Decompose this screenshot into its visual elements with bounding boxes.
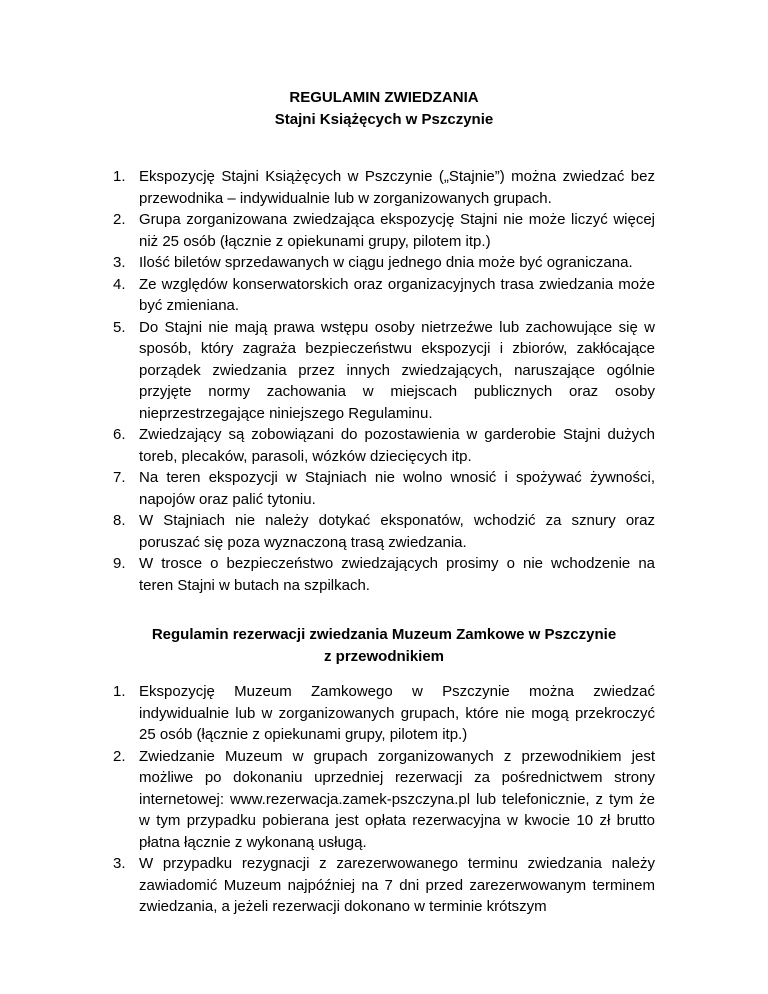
list-item: 4. Ze względów konserwatorskich oraz organizacyjnych trasa zwiedzania może być zmieniana. (113, 274, 655, 317)
section1-subtitle: Stajni Książęcych w Pszczynie (274, 111, 494, 128)
list-item: 5. Do Stajni nie mają prawa wstępu osoby nietrzeźwe lub zachowujące się w sposób, który zagraża bezpieczeństwu ekspozycji i zbiorów, zakłócające porządek zwiedzania przez innych zwiedzających, naruszające ogólnie przyjęte normy zachowania w miejscach publicznych oraz osoby nieprzestrzegające niniejszego Regulaminu. (113, 317, 655, 425)
list-item: 6. Zwiedzający są zobowiązani do pozostawienia w garderobie Stajni dużych toreb, plecaków, parasoli, wózków dziecięcych itp. (113, 424, 655, 467)
list-item-text: Grupa zorganizowana zwiedzająca ekspozycję Stajni nie może liczyć więcej niż 25 osób (łącznie z opiekunami grupy, pilotem itp.) (139, 211, 655, 250)
list-item-text: Ilość biletów sprzedawanych w ciągu jednego dnia może być ograniczana. (139, 254, 633, 271)
list-item-text: W przypadku rezygnacji z zarezerwowanego terminu zwiedzania należy zawiadomić Muzeum najpóźniej na 7 dni przed zarezerwowanym terminem zwiedzania, a jeżeli rezerwacji dokonano w terminie krótszym (139, 855, 655, 915)
list-item: 2. Zwiedzanie Muzeum w grupach zorganizowanych z przewodnikiem jest możliwe po dokonaniu uprzedniej rezerwacji za pośrednictwem strony internetowej: www.rezerwacja.zamek-pszczyna.pl lub telefonicznie, z tym że w tym przypadku pobierana jest opłata rezerwacyjna w kwocie 10 zł brutto płatna łącznie z wykonaną usługą. (113, 746, 655, 854)
section2-subtitle: z przewodnikiem (323, 648, 445, 665)
list-item: 9. W trosce o bezpieczeństwo zwiedzających prosimy o nie wchodzenie na teren Stajni w butach na szpilkach. (113, 553, 655, 596)
section2-title: Regulamin rezerwacji zwiedzania Muzeum Zamkowe w Pszczynie (151, 626, 617, 643)
list-item-text: Ekspozycję Muzeum Zamkowego w Pszczynie można zwiedzać indywidualnie lub w zorganizowanych grupach, które nie mogą przekroczyć 25 osób (łącznie z opiekunami grupy, pilotem itp.) (139, 683, 655, 743)
list-item-text: Zwiedzający są zobowiązani do pozostawienia w garderobie Stajni dużych toreb, plecaków, parasoli, wózków dziecięcych itp. (139, 426, 655, 465)
section1-list (113, 166, 655, 596)
list-item-text: W Stajniach nie należy dotykać eksponatów, wchodzić za sznury oraz poruszać się poza wyznaczoną trasą zwiedzania. (139, 512, 655, 551)
list-item: 3. W przypadku rezygnacji z zarezerwowanego terminu zwiedzania należy zawiadomić Muzeum najpóźniej na 7 dni przed zarezerwowanym terminem zwiedzania, a jeżeli rezerwacji dokonano w terminie krótszym (113, 853, 655, 918)
list-item-text: Do Stajni nie mają prawa wstępu osoby nietrzeźwe lub zachowujące się w sposób, który zagraża bezpieczeństwu ekspozycji i zbiorów, zakłócające porządek zwiedzania przez innych zwiedzających, naruszające ogólnie przyjęte normy zachowania w miejscach publicznych oraz osoby nieprzestrzegające niniejszego Regulaminu. (139, 318, 655, 422)
list-item: 8. W Stajniach nie należy dotykać eksponatów, wchodzić za sznury oraz poruszać się poza wyznaczoną trasą zwiedzania. (113, 510, 655, 553)
list-item: 3. Ilość biletów sprzedawanych w ciągu jednego dnia może być ograniczana. (113, 252, 655, 274)
list-item-text: Zwiedzanie Muzeum w grupach zorganizowanych z przewodnikiem jest możliwe po dokonaniu uprzedniej rezerwacji za pośrednictwem strony internetowej: www.rezerwacja.zamek-pszczyna.pl lub telefonicznie, z tym że w tym przypadku pobierana jest opłata rezerwacyjna w kwocie 10 zł brutto płatna łącznie z wykonaną usługą. (139, 747, 655, 851)
list-item-text: Ekspozycję Stajni Książęcych w Pszczynie („Stajnie”) można zwiedzać bez przewodnika – indywidualnie lub w zorganizowanych grupach. (139, 168, 655, 207)
list-item: 1. Ekspozycję Stajni Książęcych w Pszczynie („Stajnie”) można zwiedzać bez przewodnika – indywidualnie lub w zorganizowanych grupach. (113, 166, 655, 209)
section1-title: REGULAMIN ZWIEDZANIA (289, 89, 479, 106)
list-item: 2. Grupa zorganizowana zwiedzająca ekspozycję Stajni nie może liczyć więcej niż 25 osób (łącznie z opiekunami grupy, pilotem itp.) (113, 209, 655, 252)
section2-list (113, 681, 655, 918)
list-item-text: W trosce o bezpieczeństwo zwiedzających prosimy o nie wchodzenie na teren Stajni w butach na szpilkach. (139, 555, 655, 594)
list-item: 1. Ekspozycję Muzeum Zamkowego w Pszczynie można zwiedzać indywidualnie lub w zorganizowanych grupach, które nie mogą przekroczyć 25 osób (łącznie z opiekunami grupy, pilotem itp.) (113, 681, 655, 746)
list-item-text: Ze względów konserwatorskich oraz organizacyjnych trasa zwiedzania może być zmieniana. (139, 275, 655, 314)
list-item-text: Na teren ekspozycji w Stajniach nie wolno wnosić i spożywać żywności, napojów oraz palić tytoniu. (139, 469, 655, 508)
list-item: 7. Na teren ekspozycji w Stajniach nie wolno wnosić i spożywać żywności, napojów oraz palić tytoniu. (113, 467, 655, 510)
